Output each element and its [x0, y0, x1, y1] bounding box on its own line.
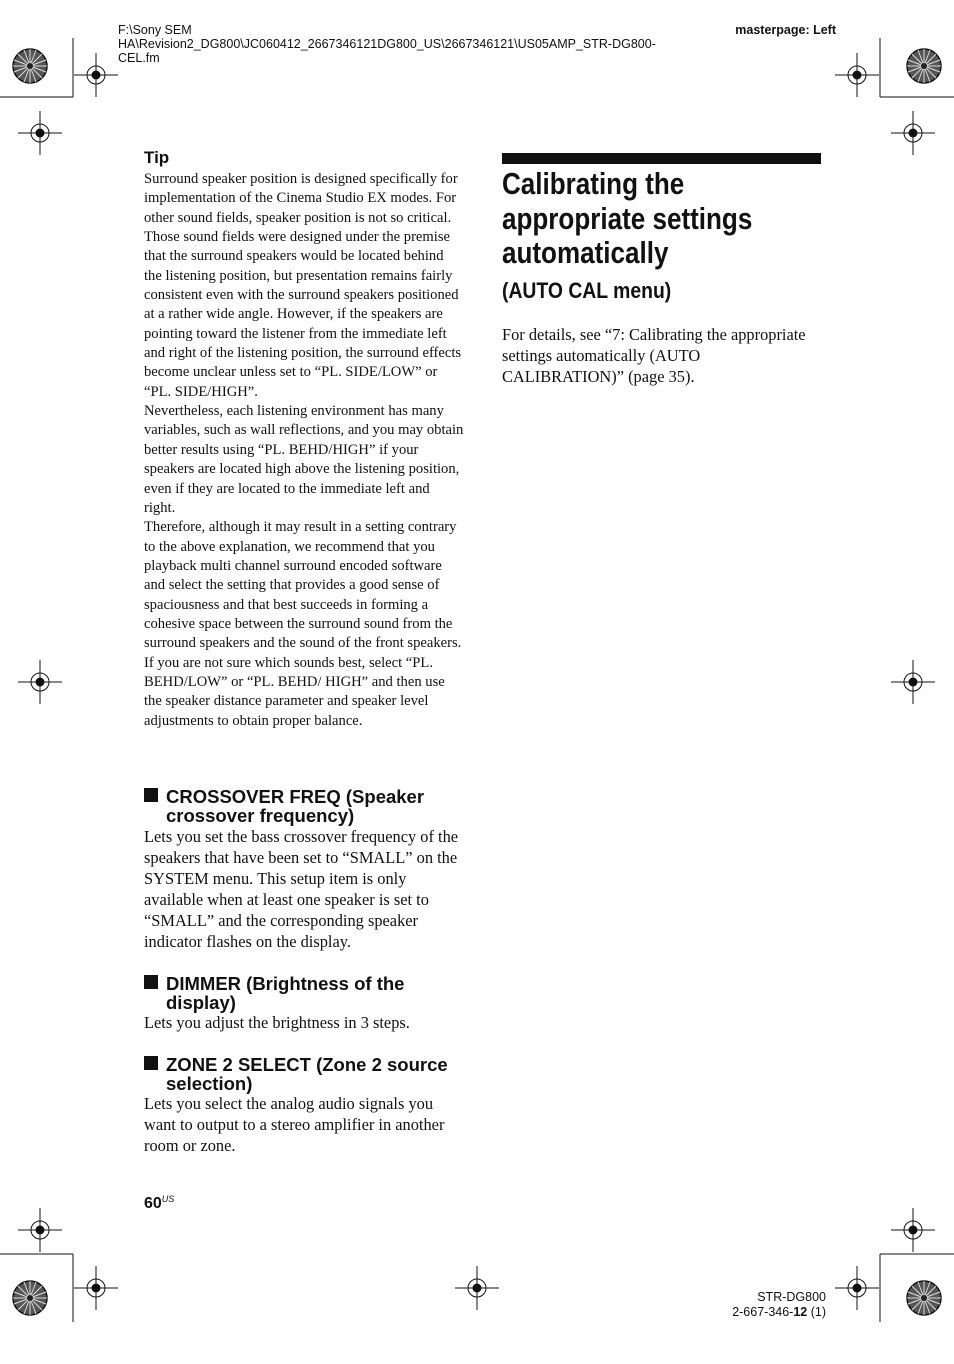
bullet-square-icon — [144, 1056, 158, 1070]
file-path-line: F:\Sony SEM — [118, 23, 192, 37]
title-rule — [502, 153, 821, 164]
section-body-crossover-freq: Lets you set the bass crossover frequency of the speakers that have been set to “SMALL” on the SYSTEM menu. This setup item is only available when at least one speaker is set to “SMALL” and the corresponding speaker indicator flashes on the display. — [144, 827, 459, 951]
tip-paragraph: Surround speaker position is designed specifically for implementation of the Cinema Studio EX modes. For other sound fields, speaker position is not so critical. — [144, 171, 458, 226]
file-path-line: HA\Revision2_DG800\JC060412_2667346121DG800_US\2667346121\US05AMP_STR-DG800- — [118, 37, 656, 51]
section-body-zone2-select: Lets you select the analog audio signals you want to output to a stereo amplifier in another room or zone. — [144, 1094, 445, 1155]
footer-part-number: 2-667-346-12 (1) — [732, 1305, 826, 1319]
right-column-body: For details, see “7: Calibrating the appropriate settings automatically (AUTO CALIBRATION)” (page 35). — [502, 325, 806, 386]
page-number: $60^{US}$ — [144, 1194, 175, 1212]
tip-heading: Tip — [144, 148, 170, 167]
footer-model: STR-DG800 — [757, 1290, 826, 1304]
page-title: Calibrating the appropriate settings automatically — [502, 166, 753, 270]
footer-codes — [700, 1290, 826, 1320]
masterpage-label: masterpage: Left — [735, 23, 836, 37]
section-body-dimmer: Lets you adjust the brightness in 3 steps. — [144, 1013, 410, 1032]
section-heading-crossover-freq: CROSSOVER FREQ (Speaker crossover frequency) — [144, 787, 468, 825]
tip-paragraph: Therefore, although it may result in a setting contrary to the above explanation, we recommend that you playback multi channel surround encoded software and select the setting that provides a good sense of spaciousness and that best succeeds in forming a cohesive space between the surround sound from the surround speakers and the sound of the front speakers. If you are not sure which sounds best, select “PL. BEHD/LOW” or “PL. BEHD/ HIGH” and then use the speaker distance parameter and speaker level adjustments to obtain proper balance. — [144, 519, 462, 729]
tip-paragraph: Nevertheless, each listening environment has many variables, such as wall reflections, and you may obtain better results using “PL. BEHD/HIGH” if your speakers are located high above the listening position, even if they are located to the immediate left and right. — [144, 403, 464, 516]
tip-body — [144, 170, 464, 731]
bullet-square-icon — [144, 788, 158, 802]
section-heading-zone2-select: ZONE 2 SELECT (Zone 2 source selection) — [144, 1055, 468, 1093]
page-number-suffix: US — [161, 1194, 175, 1204]
file-path-header — [118, 23, 718, 65]
tip-paragraph: Those sound fields were designed under the premise that the surround speakers would be located behind the listening position, but presentation remains fairly consistent even with the surround speakers positioned at a rather wide angle. However, if the speakers are pointing toward the listener from the immediate left and right of the listening position, the surround effects become unclear unless set to “PL. SIDE/LOW” or “PL. SIDE/HIGH”. — [144, 229, 462, 400]
file-path-line: CEL.fm — [118, 51, 160, 65]
page-subtitle: (AUTO CAL menu) — [502, 278, 672, 303]
section-heading-dimmer: DIMMER (Brightness of the display) — [144, 974, 468, 1012]
bullet-square-icon — [144, 975, 158, 989]
